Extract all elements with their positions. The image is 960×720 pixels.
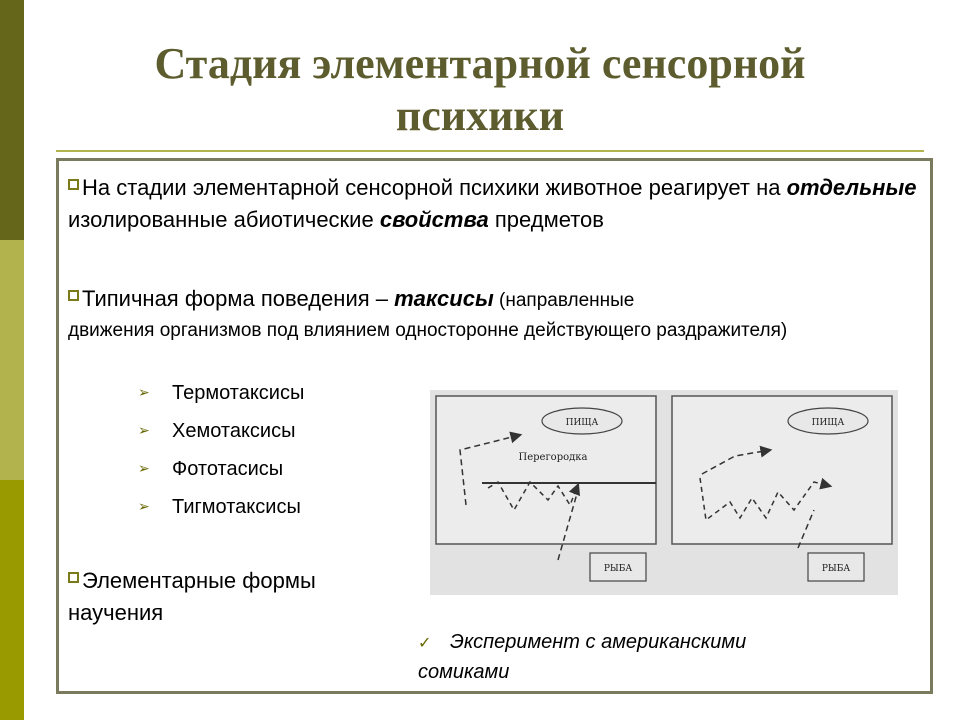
p1-emphasis-properties: свойства	[379, 207, 489, 232]
arrow-bullet-icon: ➢	[138, 460, 150, 476]
list-item	[138, 378, 304, 416]
right-food-label: ПИЩА	[811, 418, 845, 428]
caption-line2: сомиками	[418, 661, 510, 683]
arrow-bullet-icon: ➢	[138, 384, 150, 400]
title-divider	[56, 150, 924, 152]
square-bullet-icon	[68, 290, 79, 301]
paragraph-learning-forms	[68, 565, 408, 629]
p2-continuation: движения организмов под влиянием односторонне действующего раздражителя)	[68, 320, 788, 341]
p1-text-a: На стадии элементарной сенсорной психики животное реагирует на	[82, 175, 787, 200]
slide-title-line1: Стадия элементарной сенсорной	[154, 39, 806, 88]
p2-emphasis-taxis: таксисы	[394, 286, 494, 311]
left-fish-label: РЫБА	[603, 564, 633, 574]
partition-label: Перегородка	[518, 452, 588, 463]
list-item	[138, 492, 304, 530]
paragraph-sensory-stage	[68, 172, 918, 236]
p1-emphasis-separate: отдельные	[786, 175, 917, 200]
list-item-label: Тигмотаксисы	[172, 496, 301, 518]
left-food-label: ПИЩА	[565, 418, 599, 428]
arrow-bullet-icon: ➢	[138, 422, 150, 438]
p2-text-a: Типичная форма поведения –	[82, 286, 395, 311]
list-item	[138, 416, 304, 454]
paragraph-taxis	[68, 283, 918, 345]
square-bullet-icon	[68, 572, 79, 583]
p2-text-paren: (направленные	[493, 290, 635, 311]
slide-title	[40, 38, 920, 142]
caption-line1: Эксперимент с американскими	[450, 631, 747, 653]
arrow-bullet-icon: ➢	[138, 498, 150, 514]
left-accent-bar-middle	[0, 240, 24, 480]
taxis-list	[138, 378, 304, 530]
slide-title-line2: психики	[395, 91, 565, 140]
list-item-label: Фототасисы	[172, 458, 284, 480]
p1-text-c: предметов	[488, 207, 604, 232]
right-fish-label: РЫБА	[821, 564, 851, 574]
list-item-label: Термотаксисы	[172, 382, 305, 404]
catfish-experiment-figure	[430, 390, 898, 595]
p1-text-b: изолированные абиотические	[68, 207, 380, 232]
left-accent-bar-bottom	[0, 480, 24, 720]
checkmark-icon: ✓	[418, 635, 432, 652]
left-accent-bar-top	[0, 0, 24, 240]
figure-caption	[418, 628, 918, 686]
p3-text: Элементарные формы научения	[68, 568, 316, 625]
list-item-label: Хемотаксисы	[172, 420, 296, 442]
square-bullet-icon	[68, 179, 79, 190]
list-item	[138, 454, 304, 492]
